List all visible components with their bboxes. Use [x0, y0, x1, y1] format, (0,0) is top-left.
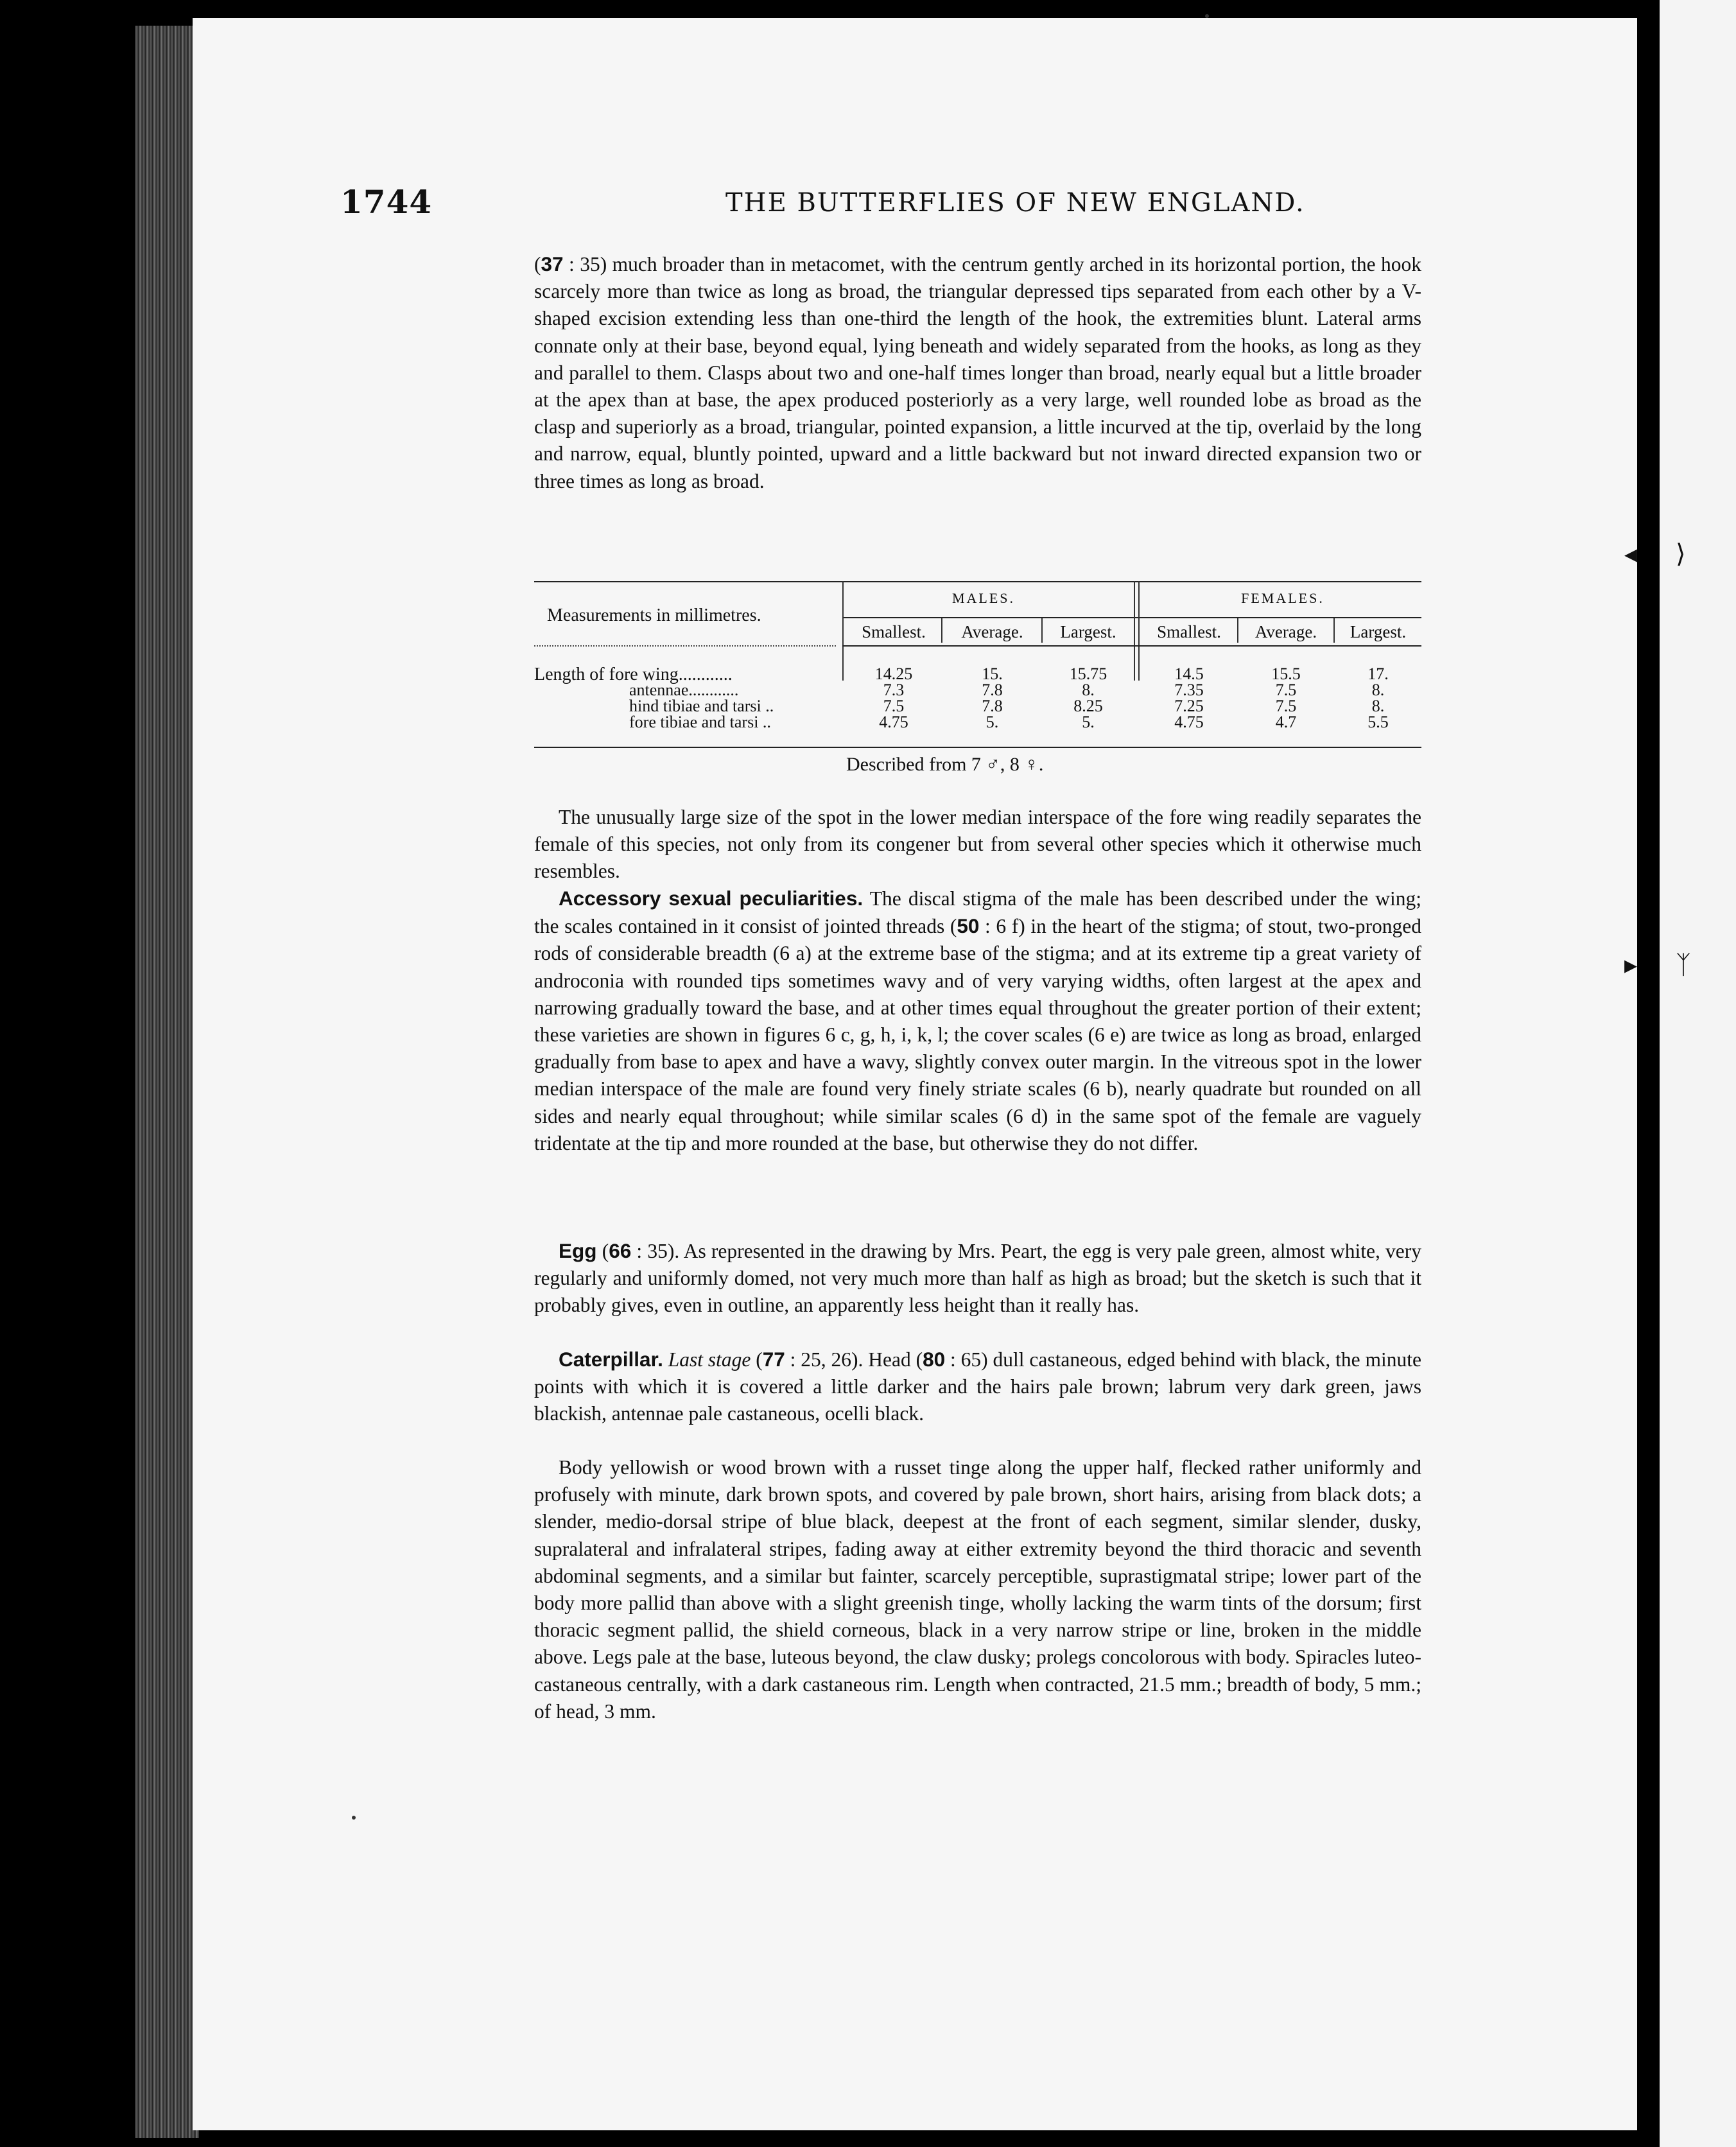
- measurements-table: [534, 581, 1421, 748]
- group-males: MALES.: [951, 590, 1016, 606]
- paragraph-genitalia: (37 : 35) much broader than in metacomet, with the centrum gently arched in its horizontal portion, the hook scarcely more than twice as long as broad, the triangular depressed tips separated from each other by a V-shaped excision extending less than one-third the length of the hook, the extremities blunt. Lateral arms connate only at their base, beyond equal, lying beneath and widely separated from the hooks, as long as they and parallel to them. Clasps about two and one-half times longer than broad, nearly equal but a little broader at the apex than at base, the apex produced posteriorly as a very large, well rounded lobe as broad as the clasp and superiorly as a broad, triangular, pointed expansion, a little incurved at the tip, overlaid by the long and narrow, equal, bluntly pointed, upward and a little backward but not inward directed expansion two or three times as long as broad.: [534, 252, 1421, 492]
- paragraph-text: : 35) much broader than in metacomet, with the centrum gently arched in its horizontal portion, the hook scarcely more than twice as long as broad, the triangular depressed tips separated from each other by a V-shaped excision extending less than one-third the length of the hook, the extremities blunt. Lateral arms connate only at their base, beyond equal, lying beneath and widely separated from the hooks, as long as they and parallel to them. Clasps about two and one-half times longer than broad, nearly equal but a little broader at the apex than at base, the apex produced posteriorly as a very large, well rounded lobe as broad as the clasp and superiorly as a broad, triangular, pointed expansion, a little incurved at the tip, overlaid by the long and narrow, equal, bluntly pointed, upward and a little backward but not inward directed expansion two or three times as long as broad.: [534, 253, 1421, 492]
- table-cell: 8.25: [1073, 697, 1103, 715]
- group-females: FEMALES.: [1241, 590, 1324, 606]
- row-label: hind tibiae and tarsi ..: [629, 697, 774, 715]
- adjacent-page-mark: ᛉ: [1676, 950, 1691, 980]
- paragraph-text: Body yellowish or wood brown with a russet tinge along the upper half, flecked rather uniformly and profusely with minute, dark brown spots, and covered by pale brown, short hairs, arising from black dots; a slender, medio-dorsal stripe of blue black, deepest at the front of each segment, similar slender, dusky, supralateral and infralateral stripes, fading away at either extremity beyond the third thoracic and seventh abdominal segments, and a similar but fainter, scarcely perceptible, suprastigmatal stripe; lower part of the body more pallid than above with a slight greenish tinge, wholly lacking the warm tints of the dorsum; first thoracic segment pallid, the shield corneous, black in a very narrow stripe or line, broken in the middle above. Legs pale at the base, luteous beyond, the claw dusky; prolegs concolorous with body. Spiracles luteo-castaneous centrally, with a dark castaneous rim. Length when contracted, 21.5 mm.; breadth of body, 5 mm.; of head, 3 mm.: [534, 1456, 1421, 1723]
- paragraph-text: : 35). As represented in the drawing by Mrs. Peart, the egg is very pale green, almost white, very regularly and uniformly domed, not very much more than half as high as broad; but the sketch is such that it probably gives, even in outline, an apparently less height than it really has.: [534, 1240, 1421, 1317]
- scan-speck: [352, 1816, 356, 1820]
- table-cell: 5.: [985, 713, 999, 731]
- adjacent-page-mark: ⟩: [1676, 539, 1686, 569]
- adjacent-page-mark: ◂: [1624, 539, 1638, 569]
- adjacent-page-mark: ▸: [1624, 950, 1638, 980]
- col-header: Average.: [961, 622, 1023, 641]
- stage-label: Last stage: [668, 1348, 751, 1371]
- running-head: THE BUTTERFLIES OF NEW ENGLAND.: [725, 188, 1305, 218]
- paragraph-text: (: [751, 1348, 763, 1371]
- col-header: Average.: [1254, 622, 1317, 641]
- table-cell: 17.: [1367, 665, 1389, 683]
- col-header: Largest.: [1350, 622, 1407, 641]
- table-cell: 14.5: [1174, 665, 1204, 683]
- table-cell: 4.7: [1275, 713, 1297, 731]
- table-cell: 7.5: [1275, 681, 1297, 699]
- header-rule: [842, 645, 1421, 647]
- table-cell: 14.25: [874, 665, 913, 683]
- table-caption: Described from 7 ♂, 8 ♀.: [846, 754, 1044, 775]
- table-top-rule: [534, 581, 1421, 582]
- col-header: Smallest.: [862, 622, 926, 641]
- table-cell: 15.: [982, 665, 1003, 683]
- table-cell: 5.5: [1367, 713, 1389, 731]
- table-title: Measurements in millimetres.: [547, 605, 761, 625]
- book-binding: [135, 26, 199, 2138]
- paragraph-text: : 6 f) in the heart of the stigma; of stout, two-pronged rods of considerable breadth (6 a) at the extreme base of the stigma; and at its extreme tip a great variety of androconia with rounded tips sometimes wavy and of very varying widths, often largest at the apex and narrowing gradually toward the base, and at other times equal throughout the greater portion of their extent; these varieties are shown in figures 6 c, g, h, i, k, l; the cover scales (6 e) are twice as long as broad, enlarged gradually from base to apex and have a wavy, slightly convex outer margin. In the vitreous spot in the lower median interspace of the male are found very finely striate scales (6 b), nearly quadrate but rounded on all sides and nearly equal throughout; while similar scales (6 d) in the same spot of the female are vaguely tridentate at the tip and more rounded at the base, but otherwise they do not differ.: [534, 915, 1421, 1154]
- row-label: fore tibiae and tarsi ..: [629, 713, 771, 731]
- table-cell: 8.: [1371, 681, 1385, 699]
- table-cell: 7.8: [982, 681, 1003, 699]
- row-label: antennae............: [629, 681, 739, 699]
- paragraph-text: (: [596, 1240, 609, 1262]
- table-cell: 7.5: [883, 697, 905, 715]
- table-cell: 7.5: [1275, 697, 1297, 715]
- table-cell: 4.75: [1174, 713, 1204, 731]
- paragraph-accessory: [534, 885, 1421, 1157]
- section-heading: Caterpillar.: [559, 1348, 663, 1371]
- table-vrule: [1134, 581, 1135, 681]
- header-rule: [534, 645, 836, 647]
- table-cell: 4.75: [879, 713, 908, 731]
- paragraph-text: The unusually large size of the spot in the lower median interspace of the fore wing readily separates the female of this species, not only from its congener but from several other species which it otherwise much resembles.: [534, 806, 1421, 883]
- table-cell: 15.75: [1069, 665, 1107, 683]
- col-header: Largest.: [1060, 622, 1116, 641]
- adjacent-page-edge: [1624, 0, 1736, 2147]
- paragraph-text: : 65) dull castaneous, edged behind with black, the minute points with which it is covered a little darker and the hairs pale brown; labrum very dark green, jaws blackish, antennae pale castaneous, ocelli black.: [534, 1348, 1421, 1425]
- table-cell: 7.3: [883, 681, 905, 699]
- page-number: 1744: [340, 183, 433, 221]
- section-heading: Accessory sexual peculiarities.: [559, 887, 864, 910]
- row-label: Length of fore wing............: [534, 665, 733, 684]
- table-cell: 7.35: [1174, 681, 1204, 699]
- page-header: [340, 183, 1432, 228]
- plate-ref: 77: [762, 1348, 785, 1371]
- plate-ref: 66: [609, 1239, 632, 1262]
- plate-ref: 80: [923, 1348, 946, 1371]
- table-cell: 7.25: [1174, 697, 1204, 715]
- paragraph-female-spot: [534, 804, 1421, 885]
- scan-speck: [1205, 14, 1209, 18]
- paragraph-text: The discal stigma of the male has been described under the wing; the scales contained in it consist of jointed threads (: [534, 887, 1421, 938]
- table-vrule: [842, 581, 844, 681]
- table-cell: 7.8: [982, 697, 1003, 715]
- plate-ref: 37: [541, 252, 564, 275]
- paragraph-text: : 25, 26). Head (: [785, 1348, 923, 1371]
- section-heading: Egg: [559, 1239, 597, 1262]
- table-cell: 15.5: [1271, 665, 1301, 683]
- table-cell: 8.: [1082, 681, 1095, 699]
- table-vrule: [1138, 581, 1140, 681]
- col-header: Smallest.: [1157, 622, 1221, 641]
- plate-ref: 50: [957, 914, 980, 938]
- table-cell: 5.: [1082, 713, 1095, 731]
- table-cell: 8.: [1371, 697, 1385, 715]
- paragraph-egg: [534, 1237, 1421, 1319]
- paragraph-body-description: [534, 1454, 1421, 1725]
- table-bottom-rule: [534, 747, 1421, 748]
- paragraph-caterpillar: [534, 1346, 1421, 1428]
